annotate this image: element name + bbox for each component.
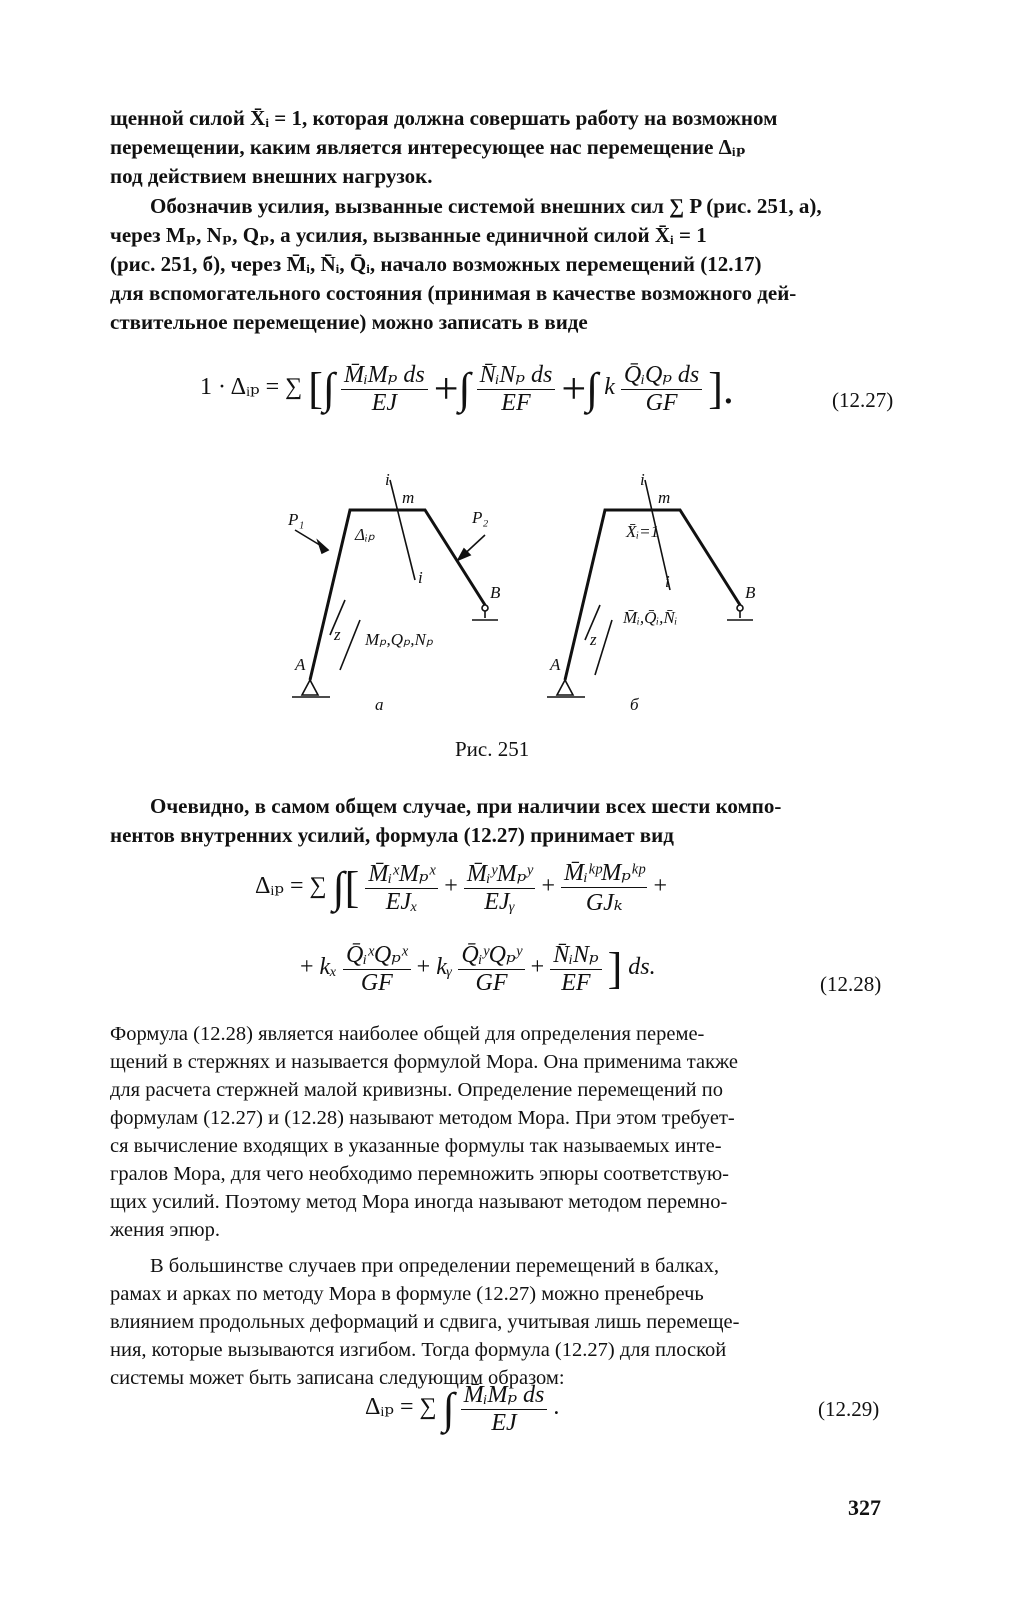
label-point-a: A bbox=[295, 655, 306, 674]
label-point-b-b: B bbox=[745, 583, 756, 602]
eq-tail: ds. bbox=[628, 954, 656, 981]
fraction bbox=[341, 360, 428, 417]
coef-ky: kᵧ bbox=[436, 954, 453, 981]
text-line: нентов внутренних усилий, формула (12.27) принимает вид bbox=[110, 823, 674, 847]
label-p2: P₂ bbox=[472, 508, 489, 527]
numerator: Q̄ᵢQₚ ds bbox=[621, 360, 702, 390]
denominator: GJₖ bbox=[585, 890, 623, 916]
text-line: ния, которые вызываются изгибом. Тогда формула (12.27) для плоской bbox=[110, 1339, 727, 1361]
text-line: ствительное перемещение) можно записать в виде bbox=[110, 310, 588, 334]
support-b-left bbox=[557, 680, 573, 695]
label-diagram-a: Mₚ,Qₚ,Nₚ bbox=[365, 630, 434, 649]
equation-number: (12.27) bbox=[832, 388, 894, 412]
paragraph-1 bbox=[110, 104, 910, 191]
label-point-z: z bbox=[334, 625, 341, 644]
text-line: В большинстве случаев при определении перемещений в балках, bbox=[150, 1255, 720, 1277]
text-line: рамах и арках по методу Мора в формуле (12.27) можно пренебречь bbox=[110, 1283, 704, 1305]
figure-caption: Рис. 251 bbox=[455, 737, 530, 761]
eq-lhs: Δᵢₚ = ∑ bbox=[365, 1394, 437, 1421]
numerator: N̄ᵢNₚ bbox=[550, 940, 601, 970]
text-line: щих усилий. Поэтому метод Мора иногда называют методом перемно- bbox=[110, 1191, 728, 1213]
fraction bbox=[365, 859, 438, 916]
frame-a-outline bbox=[310, 510, 485, 680]
bracket: ]. bbox=[708, 364, 734, 413]
label-delta: Δᵢₚ bbox=[355, 525, 375, 544]
fraction bbox=[477, 360, 556, 417]
eq-lhs: 1 · Δᵢₚ = ∑ bbox=[200, 374, 303, 401]
label-diagram-b: M̄ᵢ,Q̄ᵢ,N̄ᵢ bbox=[623, 608, 678, 627]
subfigure-label-b: б bbox=[630, 695, 639, 714]
paragraph-4 bbox=[110, 1020, 910, 1244]
plus-integral: +∫ bbox=[433, 364, 471, 413]
denominator: EJₓ bbox=[385, 889, 418, 915]
text-line: перемещении, каким является интересующее нас перемещение Δᵢₚ bbox=[110, 135, 747, 159]
paragraph-3 bbox=[110, 792, 910, 850]
denominator: EJ bbox=[371, 390, 398, 416]
label-point-i2-b: i bbox=[665, 572, 670, 591]
paragraph-2 bbox=[110, 192, 910, 337]
label-point-m: m bbox=[402, 488, 415, 507]
numerator: Q̄ᵢˣQₚˣ bbox=[343, 940, 411, 970]
integral: ∫[ bbox=[332, 863, 360, 912]
coef-k: k bbox=[604, 374, 615, 401]
coef-kx: kₓ bbox=[319, 954, 338, 981]
equation-number: (12.29) bbox=[818, 1397, 880, 1421]
label-force: X̄ᵢ=1 bbox=[626, 522, 660, 541]
numerator: N̄ᵢNₚ ds bbox=[477, 360, 556, 390]
equation-number: (12.28) bbox=[820, 972, 882, 996]
label-point-b: B bbox=[490, 583, 501, 602]
text-line: гралов Мора, для чего необходимо перемножить эпюры соответствую- bbox=[110, 1163, 730, 1185]
numerator: M̄ᵢˣMₚˣ bbox=[365, 859, 438, 889]
dim-line-a2 bbox=[340, 620, 360, 670]
text-line: Очевидно, в самом общем случае, при наличии всех шести компо- bbox=[150, 794, 782, 818]
paragraph-5 bbox=[110, 1252, 910, 1392]
text-line: для вспомогательного состояния (принимая в качестве возможного дей- bbox=[110, 281, 797, 305]
denominator: EJ bbox=[491, 1410, 517, 1436]
text-line: формулам (12.27) и (12.28) называют методом Мора. При этом требует- bbox=[110, 1107, 735, 1129]
hinge-a-right bbox=[482, 605, 488, 611]
fraction bbox=[550, 940, 601, 997]
numerator: Q̄ᵢʸQₚʸ bbox=[458, 940, 524, 970]
numerator: M̄ᵢMₚ ds bbox=[461, 1380, 548, 1410]
bracket: [∫ bbox=[308, 364, 335, 413]
equation-12-28-line2: + kₓ $\frac{\text{Q̄ᵢˣQₚˣ}}{GF}$ + kᵧ $\frac{\text{Q̄ᵢʸQₚʸ}}{GF}$ + $\frac{\text{N̄ᵢNₚ}}{EF}$ ] ds. bbox=[300, 942, 656, 996]
label-point-i: i bbox=[385, 470, 390, 489]
text-line: под действием внешних нагрузок. bbox=[110, 164, 433, 188]
figure-251 bbox=[240, 465, 820, 735]
label-point-m-b: m bbox=[658, 488, 671, 507]
subfigure-label-a: a bbox=[375, 695, 384, 714]
label-p1: P₁ bbox=[288, 510, 305, 529]
plus-integral: +∫ bbox=[561, 364, 599, 413]
label-point-a-b: A bbox=[550, 655, 561, 674]
denominator: GF bbox=[475, 970, 508, 996]
denominator: EF bbox=[561, 970, 591, 996]
numerator: M̄ᵢʸMₚʸ bbox=[464, 859, 536, 889]
text-line: Формула (12.28) является наиболее общей для определения переме- bbox=[110, 1023, 705, 1045]
numerator: M̄ᵢMₚ ds bbox=[341, 360, 428, 390]
label-point-z-b: z bbox=[590, 630, 597, 649]
fraction bbox=[461, 1380, 548, 1437]
denominator: EJᵧ bbox=[484, 889, 516, 915]
text-line: (рис. 251, б), через M̄ᵢ, N̄ᵢ, Q̄ᵢ, начало возможных перемещений (12.17) bbox=[110, 252, 762, 276]
label-point-i-b: i bbox=[640, 470, 645, 489]
denominator: GF bbox=[360, 970, 393, 996]
eq-lhs: Δᵢₚ = ∑ bbox=[255, 873, 327, 900]
integral: ∫ bbox=[442, 1384, 455, 1433]
denominator: GF bbox=[645, 390, 678, 416]
text-line: щенной силой X̄ᵢ = 1, которая должна совершать работу на возможном bbox=[110, 106, 778, 130]
equation-12-27 bbox=[200, 360, 734, 417]
page-number: 327 bbox=[848, 1495, 881, 1520]
support-a-left bbox=[302, 680, 318, 695]
text-line: влиянием продольных деформаций и сдвига, учитывая лишь перемеще- bbox=[110, 1311, 740, 1333]
fraction bbox=[343, 940, 411, 997]
fraction bbox=[621, 360, 702, 417]
denominator: EF bbox=[501, 390, 531, 416]
fraction bbox=[458, 940, 524, 997]
numerator: M̄ᵢᵏᵖMₚᵏᵖ bbox=[561, 858, 647, 888]
text-line: ся вычисление входящих в указанные формулы так называемых инте- bbox=[110, 1135, 722, 1157]
equation-12-29: Δᵢₚ = ∑ ∫ $\frac{\text{M̄ᵢMₚ ds}}{EJ}$ . bbox=[365, 1382, 560, 1436]
equation-12-28-line1: Δᵢₚ = ∑ ∫[ $\frac{\text{M̄ᵢˣMₚˣ}}{\text{EJₓ}}$ + $\frac{\text{M̄ᵢʸMₚʸ}}{\text{EJᵧ}}$ + $\frac{\text{M̄ᵢᵏᵖMₚᵏᵖ}}{\text{GJₖ}}$ + bbox=[255, 860, 667, 916]
text-line: Обозначив усилия, вызванные системой внешних сил ∑ P (рис. 251, a), bbox=[150, 194, 822, 218]
text-line: жения эпюр. bbox=[110, 1219, 220, 1241]
text-line: через Mₚ, Nₚ, Qₚ, а усилия, вызванные единичной силой X̄ᵢ = 1 bbox=[110, 223, 707, 247]
hinge-b-right bbox=[737, 605, 743, 611]
dim-line-b2 bbox=[595, 620, 612, 675]
label-point-i2: i bbox=[418, 568, 423, 587]
fraction bbox=[464, 859, 536, 916]
text-line: системы может быть записана следующим образом: bbox=[110, 1367, 565, 1389]
frame-diagrams bbox=[240, 465, 820, 735]
text-line: для расчета стержней малой кривизны. Определение перемещений по bbox=[110, 1079, 723, 1101]
text-line: щений в стержнях и называется формулой Мора. Она применима также bbox=[110, 1051, 739, 1073]
fraction bbox=[561, 858, 647, 917]
